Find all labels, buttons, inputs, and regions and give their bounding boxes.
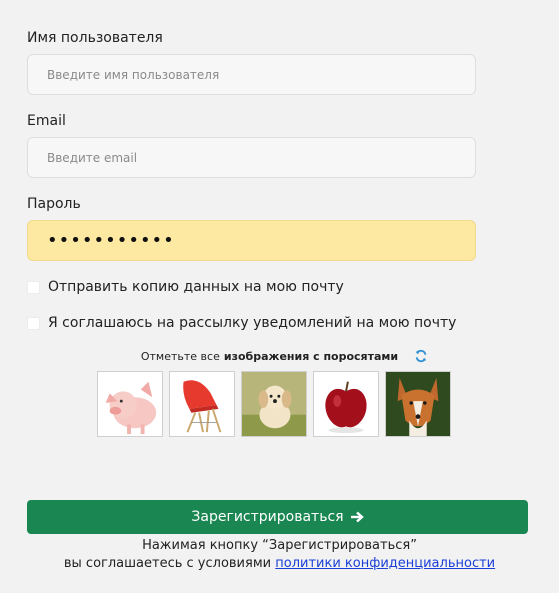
captcha-tile-dog[interactable]	[385, 371, 451, 437]
captcha-prompt-bold: изображения с поросятами	[223, 349, 399, 363]
captcha-tiles	[97, 371, 451, 437]
legal-notice	[0, 537, 559, 573]
legal-line-2-prefix: вы соглашаетесь с условиями	[63, 556, 272, 571]
chair-image	[170, 372, 234, 436]
captcha-tile-puppy[interactable]	[241, 371, 307, 437]
dog-image	[386, 372, 450, 436]
captcha-prompt-text: Отметьте все	[140, 349, 220, 363]
pig-image	[98, 372, 162, 436]
password-label: Пароль	[27, 196, 81, 212]
privacy-policy-link[interactable]: политики конфиденциальности	[275, 556, 496, 571]
copy-data-checkbox-label: Отправить копию данных на мою почту	[48, 279, 344, 295]
email-label: Email	[27, 113, 66, 129]
notifications-checkbox-label: Я соглашаюсь на рассылку уведомлений на мою почту	[48, 315, 457, 331]
apple-image	[314, 372, 378, 436]
register-button[interactable]	[27, 500, 528, 534]
register-button-label: Зарегистрироваться	[191, 509, 344, 525]
password-input[interactable]	[27, 220, 476, 261]
puppy-image	[242, 372, 306, 436]
copy-data-checkbox-row[interactable]	[27, 279, 344, 295]
notifications-checkbox[interactable]	[27, 317, 40, 330]
captcha-tile-pig[interactable]	[97, 371, 163, 437]
username-input[interactable]	[27, 54, 476, 95]
captcha-tile-apple[interactable]	[313, 371, 379, 437]
arrow-right-icon	[350, 510, 364, 524]
copy-data-checkbox[interactable]	[27, 281, 40, 294]
captcha-prompt	[0, 349, 559, 363]
username-label: Имя пользователя	[27, 30, 163, 46]
refresh-icon[interactable]	[414, 349, 428, 363]
notifications-checkbox-row[interactable]	[27, 315, 456, 331]
legal-line-1: Нажимая кнопку “Зарегистрироваться”	[142, 538, 417, 553]
email-input[interactable]	[27, 137, 476, 178]
legal-line-2	[0, 555, 559, 573]
captcha-tile-chair[interactable]	[169, 371, 235, 437]
